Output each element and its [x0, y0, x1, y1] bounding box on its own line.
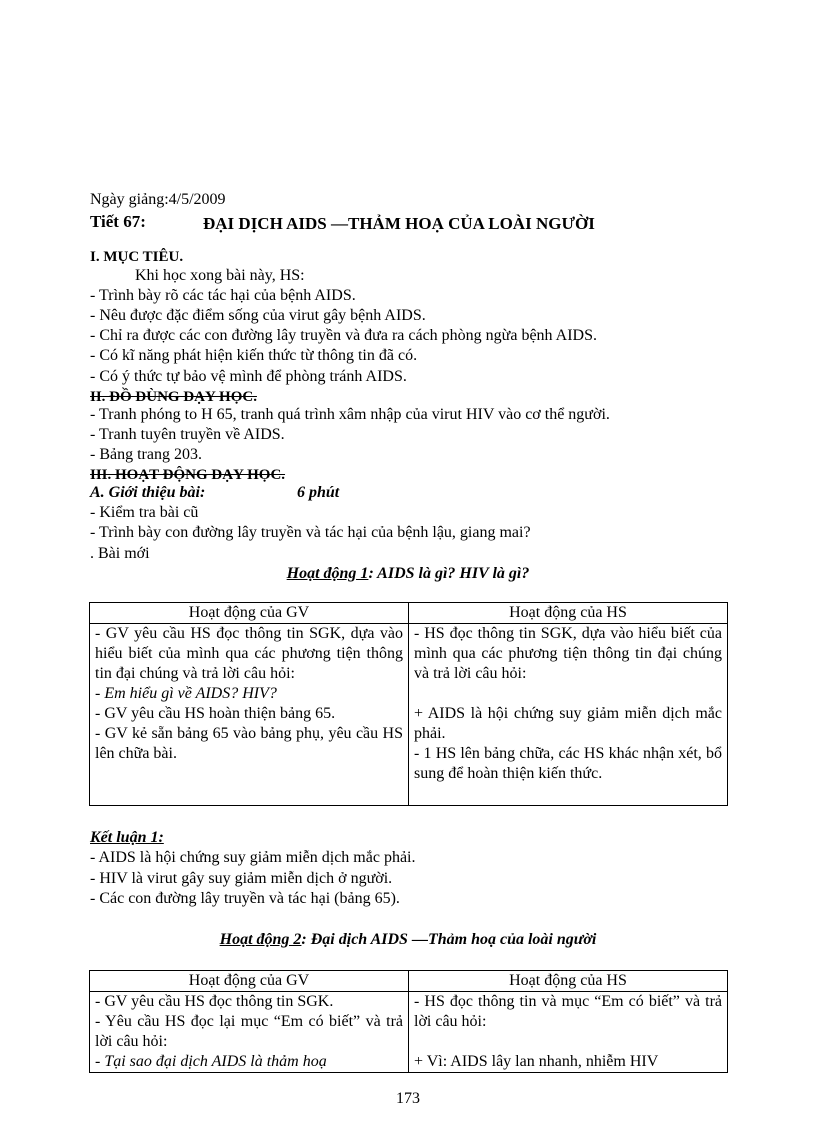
date-line: Ngày giảng:4/5/2009	[90, 191, 226, 208]
gv-line: - GV yêu cầu HS hoàn thiện bảng 65.	[95, 705, 336, 722]
section1-heading: I. MỤC TIÊU.	[90, 249, 184, 265]
gv-line: - Yêu cầu HS đọc lại mục “Em có biết” và trả lời câu hỏi:	[95, 1013, 403, 1050]
section1-item: - Chỉ ra được các con đường lây truyền và đưa ra cách phòng ngừa bệnh AIDS.	[90, 327, 598, 344]
gv-question: - Tại sao đại dịch AIDS là thảm hoạ	[95, 1053, 327, 1070]
activity2-label: Hoạt động 2	[219, 931, 302, 948]
gv-activity-cell	[90, 992, 409, 1073]
hs-line: + AIDS là hội chứng suy giảm miễn dịch mắc phải.	[414, 705, 722, 742]
column-header-hs: Hoạt động của HS	[409, 971, 728, 992]
activity1-heading	[0, 564, 816, 584]
section2-item: - Bảng trang 203.	[90, 446, 202, 463]
section2-heading: II. ĐỒ DÙNG DẠY HỌC.	[90, 389, 257, 405]
conclusion1-item: - AIDS là hội chứng suy giảm miễn dịch mắc phải.	[90, 849, 416, 866]
intro-label: A. Giới thiệu bài:	[90, 484, 206, 501]
page-number: 173	[396, 1090, 420, 1107]
gv-line: - GV yêu cầu HS đọc thông tin SGK, dựa vào hiểu biết của mình qua các phương tiện thông tin đại chúng và trả lời câu hỏi:	[95, 625, 403, 682]
lesson-title: ĐẠI DỊCH AIDS —THẢM HOẠ CỦA LOÀI NGƯỜI	[203, 214, 595, 233]
section3-item: . Bài mới	[90, 545, 150, 562]
activity2-heading	[0, 930, 816, 950]
section1-item: - Có ý thức tự bảo vệ mình để phòng tránh AIDS.	[90, 368, 407, 385]
hs-activity-cell	[409, 624, 728, 806]
section3-item: - Kiểm tra bài cũ	[90, 504, 199, 521]
hs-line: - 1 HS lên bảng chữa, các HS khác nhận xét, bổ sung để hoàn thiện kiến thức.	[414, 745, 722, 782]
section3-heading: III. HOẠT ĐỘNG DẠY HỌC.	[90, 467, 286, 483]
gv-question: - Em hiểu gì về AIDS? HIV?	[95, 685, 277, 702]
hs-line: - HS đọc thông tin SGK, dựa vào hiểu biết của mình qua các phương tiện thông tin đại chúng và trả lời câu hỏi:	[414, 625, 722, 682]
section3-item: - Trình bày con đường lây truyền và tác hại của bệnh lậu, giang mai?	[90, 524, 531, 541]
activity1-label: Hoạt động 1	[286, 565, 369, 582]
conclusion1-heading: Kết luận 1:	[90, 829, 164, 846]
gv-activity-cell	[90, 624, 409, 806]
column-header-gv: Hoạt động của GV	[90, 971, 409, 992]
activity1-table	[89, 602, 728, 806]
section1-intro: Khi học xong bài này, HS:	[135, 267, 305, 284]
conclusion1-item: - HIV là virut gây suy giảm miễn dịch ở người.	[90, 870, 393, 887]
column-header-gv: Hoạt động của GV	[90, 603, 409, 624]
section1-item: - Có kĩ năng phát hiện kiến thức từ thông tin đã có.	[90, 347, 418, 364]
activity2-table	[89, 970, 728, 1073]
activity2-title: : Đại dịch AIDS —Thảm hoạ của loài người	[301, 931, 597, 948]
hs-activity-cell	[409, 992, 728, 1073]
activity1-title: : AIDS là gì? HIV là gì?	[368, 565, 530, 582]
gv-line: - GV yêu cầu HS đọc thông tin SGK.	[95, 993, 334, 1010]
gv-line: - GV kẻ sẵn bảng 65 vào bảng phụ, yêu cầu HS lên chữa bài.	[95, 725, 403, 762]
section2-item: - Tranh phóng to H 65, tranh quá trình xâm nhập của virut HIV vào cơ thể người.	[90, 406, 610, 423]
section2-item: - Tranh tuyên truyền về AIDS.	[90, 426, 285, 443]
column-header-hs: Hoạt động của HS	[409, 603, 728, 624]
section1-item: - Trình bày rõ các tác hại của bệnh AIDS.	[90, 287, 356, 304]
section1-item: - Nêu được đặc điểm sống của virut gây bệnh AIDS.	[90, 307, 426, 324]
conclusion1-item: - Các con đường lây truyền và tác hại (bảng 65).	[90, 890, 400, 907]
period-label: Tiết 67:	[90, 212, 146, 231]
hs-line: - HS đọc thông tin và mục “Em có biết” và trả lời câu hỏi:	[414, 993, 722, 1030]
hs-line: + Vì: AIDS lây lan nhanh, nhiễm HIV	[414, 1053, 659, 1070]
intro-time: 6 phút	[297, 484, 340, 501]
